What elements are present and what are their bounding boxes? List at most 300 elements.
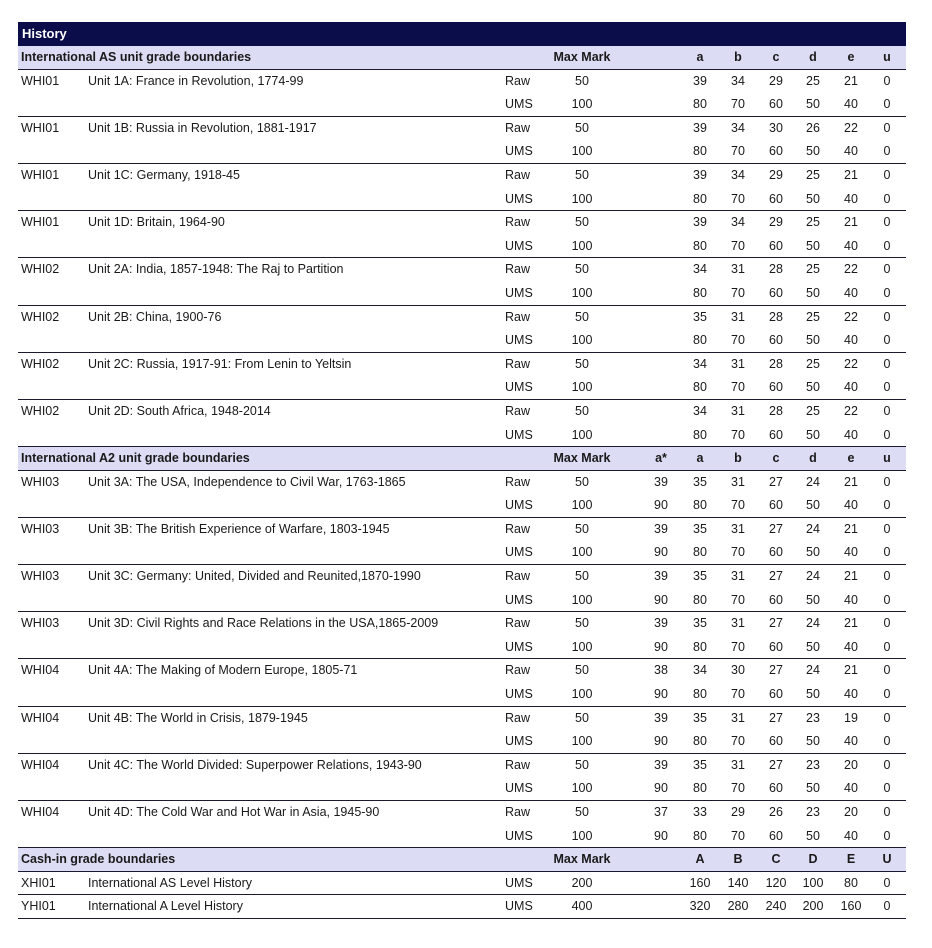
grade-d: 200: [802, 899, 824, 914]
section-heading: Cash-in grade boundaries: [21, 852, 176, 867]
grade-a: 80: [693, 191, 707, 206]
grade-e: 40: [844, 592, 858, 607]
grade-e: 40: [844, 828, 858, 843]
grade-u: 0: [883, 144, 891, 159]
mark-type: Raw: [505, 663, 531, 678]
grade-a: 80: [693, 285, 707, 300]
grade-a: 35: [693, 710, 707, 725]
grade-a: 80: [693, 498, 707, 513]
grade-a: 35: [693, 569, 707, 584]
col-c: c: [772, 50, 780, 64]
grade-b: 70: [731, 498, 745, 513]
table-row: [18, 707, 906, 731]
grade-c: 60: [769, 781, 783, 796]
a-star: 39: [654, 521, 668, 536]
unit-title: Unit 2C: Russia, 1917-91: From Lenin to Yeltsin: [88, 356, 352, 371]
grade-u: 0: [883, 498, 891, 513]
grade-u: 0: [883, 309, 891, 324]
grade-a: 39: [693, 167, 707, 182]
grade-a: 35: [693, 309, 707, 324]
grade-a: 80: [693, 97, 707, 112]
grade-b: 70: [731, 828, 745, 843]
max-mark: 50: [575, 356, 589, 371]
max-mark: 50: [575, 757, 589, 772]
grade-c: 28: [769, 309, 783, 324]
grade-e: 40: [844, 498, 858, 513]
grade-b: 70: [731, 97, 745, 112]
mark-type: Raw: [505, 569, 531, 584]
col-B: B: [733, 852, 743, 867]
grade-c: 240: [765, 899, 787, 914]
grade-e: 80: [844, 875, 858, 890]
grade-d: 50: [806, 427, 820, 442]
a-star: 39: [654, 569, 668, 584]
unit-code: WHI02: [21, 309, 60, 324]
grade-d: 50: [806, 687, 820, 702]
grade-e: 40: [844, 734, 858, 749]
grade-d: 25: [806, 262, 820, 277]
grade-e: 21: [844, 215, 858, 230]
max-mark: 100: [571, 545, 593, 560]
grade-c: 60: [769, 734, 783, 749]
grade-c: 27: [769, 710, 783, 725]
unit-code: WHI02: [21, 356, 60, 371]
cashin-units: [18, 872, 906, 919]
grade-u: 0: [883, 167, 891, 182]
table-row: [18, 612, 906, 636]
grade-b: 31: [731, 616, 745, 631]
grade-u: 0: [883, 663, 891, 678]
grade-d: 50: [806, 545, 820, 560]
grade-d: 24: [806, 521, 820, 536]
mark-type: UMS: [505, 498, 533, 513]
unit-code: WHI04: [21, 663, 60, 678]
grade-e: 40: [844, 144, 858, 159]
mark-type: UMS: [505, 191, 533, 206]
grade-e: 21: [844, 663, 858, 678]
grade-a: 39: [693, 73, 707, 88]
max-mark: 100: [571, 734, 593, 749]
table-row: [18, 258, 906, 282]
grade-d: 24: [806, 474, 820, 489]
unit-title: Unit 1B: Russia in Revolution, 1881-1917: [88, 120, 317, 135]
mark-type: Raw: [505, 356, 531, 371]
unit-code: WHI01: [21, 215, 60, 230]
grade-e: 21: [844, 569, 858, 584]
grade-u: 0: [883, 356, 891, 371]
a-star: 90: [654, 687, 668, 702]
grade-b: 31: [731, 521, 745, 536]
table-row: [18, 636, 906, 660]
grade-u: 0: [883, 521, 891, 536]
max-mark: 50: [575, 167, 589, 182]
unit-title: Unit 4C: The World Divided: Superpower Relations, 1943-90: [88, 757, 422, 772]
unit-code: WHI01: [21, 73, 60, 88]
grade-u: 0: [883, 215, 891, 230]
table-row: [18, 211, 906, 235]
grade-u: 0: [883, 238, 891, 253]
grade-e: 20: [844, 805, 858, 819]
max-mark: 50: [575, 403, 589, 418]
a-star: 38: [654, 663, 668, 678]
table-row: [18, 730, 906, 754]
grade-b: 70: [731, 592, 745, 607]
table-row: [18, 282, 906, 306]
grade-b: 31: [731, 309, 745, 324]
max-mark: 100: [571, 97, 593, 112]
table-row: [18, 140, 906, 164]
max-mark: 50: [575, 474, 589, 489]
unit-code: XHI01: [21, 875, 56, 890]
grade-d: 25: [806, 309, 820, 324]
grade-c: 28: [769, 262, 783, 277]
grade-c: 60: [769, 144, 783, 159]
unit-title: Unit 3D: Civil Rights and Race Relations in the USA,1865-2009: [88, 616, 439, 631]
col-max-mark: Max Mark: [553, 50, 611, 64]
grade-e: 22: [844, 262, 858, 277]
grade-b: 70: [731, 639, 745, 654]
grade-a: 35: [693, 616, 707, 631]
unit-code: WHI03: [21, 569, 60, 584]
a-star: 90: [654, 734, 668, 749]
grade-d: 50: [806, 828, 820, 843]
mark-type: UMS: [505, 781, 533, 796]
max-mark: 100: [571, 427, 593, 442]
col-u: u: [883, 50, 891, 64]
unit-code: WHI04: [21, 710, 60, 725]
grade-c: 27: [769, 569, 783, 584]
mark-type: Raw: [505, 521, 531, 536]
max-mark: 100: [571, 380, 593, 395]
grade-e: 40: [844, 427, 858, 442]
a-star: 90: [654, 828, 668, 843]
max-mark: 50: [575, 521, 589, 536]
mark-type: UMS: [505, 592, 533, 607]
col-a: a: [696, 451, 704, 466]
grade-a: 80: [693, 592, 707, 607]
grade-e: 21: [844, 616, 858, 631]
col-C: C: [771, 852, 781, 867]
grade-u: 0: [883, 380, 891, 395]
grade-u: 0: [883, 285, 891, 300]
grade-u: 0: [883, 97, 891, 112]
grade-a: 35: [693, 521, 707, 536]
mark-type: UMS: [505, 238, 533, 253]
grade-u: 0: [883, 569, 891, 584]
col-max-mark: Max Mark: [553, 451, 611, 466]
grade-u: 0: [883, 828, 891, 843]
grade-b: 70: [731, 427, 745, 442]
grade-b: 34: [731, 215, 745, 230]
a-star: 39: [654, 474, 668, 489]
mark-type: UMS: [505, 380, 533, 395]
unit-title: Unit 4B: The World in Crisis, 1879-1945: [88, 710, 308, 725]
grade-a: 34: [693, 262, 707, 277]
unit-title: Unit 1D: Britain, 1964-90: [88, 215, 225, 230]
max-mark: 100: [571, 144, 593, 159]
table-row: [18, 565, 906, 589]
grade-c: 27: [769, 757, 783, 772]
col-d: d: [809, 50, 817, 64]
unit-code: WHI04: [21, 805, 60, 819]
col-u: u: [883, 451, 891, 466]
grade-b: 70: [731, 285, 745, 300]
table-row: [18, 683, 906, 707]
grade-b: 70: [731, 781, 745, 796]
unit-code: WHI03: [21, 616, 60, 631]
grade-e: 40: [844, 380, 858, 395]
grade-d: 26: [806, 120, 820, 135]
grade-d: 50: [806, 592, 820, 607]
col-e: e: [847, 50, 855, 64]
col-b: b: [734, 50, 742, 64]
section-heading: International AS unit grade boundaries: [21, 50, 252, 64]
grade-u: 0: [883, 616, 891, 631]
grade-e: 160: [840, 899, 862, 914]
grade-d: 25: [806, 215, 820, 230]
grade-c: 60: [769, 498, 783, 513]
grade-a: 80: [693, 144, 707, 159]
section-header-as: [18, 46, 906, 70]
grade-e: 40: [844, 639, 858, 654]
max-mark: 400: [571, 899, 593, 914]
unit-title: International A Level History: [88, 899, 243, 914]
grade-u: 0: [883, 687, 891, 702]
max-mark: 100: [571, 828, 593, 843]
grade-d: 50: [806, 285, 820, 300]
grade-a: 160: [689, 875, 711, 890]
max-mark: 100: [571, 781, 593, 796]
max-mark: 50: [575, 710, 589, 725]
grade-u: 0: [883, 191, 891, 206]
grade-c: 60: [769, 545, 783, 560]
grade-c: 60: [769, 191, 783, 206]
grade-a: 34: [693, 403, 707, 418]
grade-u: 0: [883, 875, 891, 890]
unit-title: Unit 3B: The British Experience of Warfare, 1803-1945: [88, 521, 390, 536]
mark-type: UMS: [505, 875, 533, 890]
grade-e: 21: [844, 521, 858, 536]
grade-a: 35: [693, 757, 707, 772]
mark-type: UMS: [505, 144, 533, 159]
mark-type: Raw: [505, 73, 531, 88]
mark-type: Raw: [505, 616, 531, 631]
grade-c: 27: [769, 663, 783, 678]
section-header-cashin: [18, 848, 906, 872]
unit-title: Unit 1C: Germany, 1918-45: [88, 167, 240, 182]
max-mark: 100: [571, 592, 593, 607]
mark-type: Raw: [505, 805, 531, 819]
grade-b: 34: [731, 73, 745, 88]
mark-type: Raw: [505, 262, 531, 277]
grade-d: 50: [806, 144, 820, 159]
grade-c: 27: [769, 616, 783, 631]
grade-u: 0: [883, 639, 891, 654]
grade-b: 31: [731, 474, 745, 489]
grade-u: 0: [883, 757, 891, 772]
grade-e: 22: [844, 309, 858, 324]
grade-u: 0: [883, 262, 891, 277]
grade-e: 22: [844, 120, 858, 135]
grade-e: 22: [844, 403, 858, 418]
unit-code: WHI02: [21, 262, 60, 277]
grade-u: 0: [883, 403, 891, 418]
grade-d: 23: [806, 710, 820, 725]
grade-b: 140: [727, 875, 749, 890]
table-row: [18, 494, 906, 518]
grade-e: 40: [844, 238, 858, 253]
mark-type: Raw: [505, 215, 531, 230]
unit-title: Unit 3C: Germany: United, Divided and Reunited,1870-1990: [88, 569, 421, 584]
table-row: [18, 353, 906, 377]
grade-a: 80: [693, 639, 707, 654]
table-row: [18, 93, 906, 117]
table-title: History: [18, 22, 906, 46]
col-A: A: [695, 852, 705, 867]
mark-type: UMS: [505, 639, 533, 654]
grade-c: 120: [765, 875, 787, 890]
grade-c: 27: [769, 474, 783, 489]
grade-c: 60: [769, 380, 783, 395]
grade-c: 27: [769, 521, 783, 536]
max-mark: 50: [575, 262, 589, 277]
col-D: D: [808, 852, 818, 867]
grade-d: 50: [806, 781, 820, 796]
grade-b: 34: [731, 167, 745, 182]
max-mark: 50: [575, 73, 589, 88]
grade-c: 60: [769, 639, 783, 654]
grade-e: 19: [844, 710, 858, 725]
a-star: 90: [654, 781, 668, 796]
mark-type: UMS: [505, 828, 533, 843]
table-row: [18, 376, 906, 400]
max-mark: 50: [575, 309, 589, 324]
grade-u: 0: [883, 734, 891, 749]
grade-d: 25: [806, 356, 820, 371]
grade-b: 31: [731, 757, 745, 772]
grade-b: 31: [731, 262, 745, 277]
grade-a: 80: [693, 828, 707, 843]
grade-e: 40: [844, 285, 858, 300]
as-units: [18, 70, 906, 448]
mark-type: UMS: [505, 687, 533, 702]
grade-d: 24: [806, 569, 820, 584]
grade-b: 70: [731, 380, 745, 395]
grade-b: 70: [731, 734, 745, 749]
grade-a: 80: [693, 380, 707, 395]
max-mark: 50: [575, 616, 589, 631]
grade-c: 30: [769, 120, 783, 135]
mark-type: Raw: [505, 710, 531, 725]
col-a-star: a*: [655, 451, 667, 466]
grade-e: 21: [844, 167, 858, 182]
grade-u: 0: [883, 899, 891, 914]
grade-b: 34: [731, 120, 745, 135]
max-mark: 100: [571, 687, 593, 702]
grade-a: 80: [693, 734, 707, 749]
table-row: [18, 825, 906, 849]
grade-a: 320: [689, 899, 711, 914]
mark-type: Raw: [505, 474, 531, 489]
grade-d: 50: [806, 380, 820, 395]
unit-title: Unit 3A: The USA, Independence to Civil War, 1763-1865: [88, 474, 406, 489]
unit-code: YHI01: [21, 899, 56, 914]
mark-type: UMS: [505, 427, 533, 442]
col-U: U: [882, 852, 892, 867]
col-d: d: [809, 451, 817, 466]
table-row: [18, 589, 906, 613]
grade-b: 280: [727, 899, 749, 914]
mark-type: Raw: [505, 167, 531, 182]
mark-type: UMS: [505, 734, 533, 749]
grade-d: 50: [806, 498, 820, 513]
max-mark: 50: [575, 215, 589, 230]
max-mark: 100: [571, 639, 593, 654]
mark-type: UMS: [505, 97, 533, 112]
grade-c: 60: [769, 828, 783, 843]
unit-code: WHI03: [21, 521, 60, 536]
grade-e: 40: [844, 781, 858, 796]
grade-b: 31: [731, 710, 745, 725]
unit-code: WHI03: [21, 474, 60, 489]
grade-c: 60: [769, 333, 783, 348]
grade-b: 31: [731, 403, 745, 418]
unit-code: WHI01: [21, 167, 60, 182]
col-max-mark: Max Mark: [553, 852, 611, 867]
grade-u: 0: [883, 710, 891, 725]
grade-a: 80: [693, 427, 707, 442]
unit-title: Unit 2D: South Africa, 1948-2014: [88, 403, 271, 418]
a-star: 90: [654, 498, 668, 513]
grade-b: 31: [731, 569, 745, 584]
table-row: [18, 518, 906, 542]
max-mark: 100: [571, 238, 593, 253]
grade-d: 50: [806, 97, 820, 112]
grade-e: 40: [844, 333, 858, 348]
unit-title: Unit 4D: The Cold War and Hot War in Asia, 1945-90: [88, 805, 380, 819]
grade-u: 0: [883, 781, 891, 796]
grade-d: 25: [806, 73, 820, 88]
grade-d: 100: [802, 875, 824, 890]
grade-c: 60: [769, 97, 783, 112]
grade-d: 25: [806, 167, 820, 182]
mark-type: Raw: [505, 309, 531, 324]
grade-a: 33: [693, 805, 707, 819]
grade-e: 22: [844, 356, 858, 371]
grade-c: 60: [769, 427, 783, 442]
mark-type: Raw: [505, 757, 531, 772]
unit-title: Unit 2A: India, 1857-1948: The Raj to Partition: [88, 262, 344, 277]
max-mark: 50: [575, 805, 589, 819]
unit-code: WHI04: [21, 757, 60, 772]
grade-b: 70: [731, 238, 745, 253]
grade-boundaries-table: [18, 22, 906, 919]
grade-c: 26: [769, 805, 783, 819]
grade-u: 0: [883, 120, 891, 135]
col-c: c: [772, 451, 780, 466]
max-mark: 100: [571, 498, 593, 513]
grade-d: 24: [806, 616, 820, 631]
section-header-a2: [18, 447, 906, 471]
grade-d: 25: [806, 403, 820, 418]
grade-a: 80: [693, 545, 707, 560]
grade-e: 20: [844, 757, 858, 772]
grade-e: 40: [844, 687, 858, 702]
grade-e: 40: [844, 545, 858, 560]
grade-a: 80: [693, 333, 707, 348]
grade-u: 0: [883, 427, 891, 442]
grade-b: 29: [731, 805, 745, 819]
